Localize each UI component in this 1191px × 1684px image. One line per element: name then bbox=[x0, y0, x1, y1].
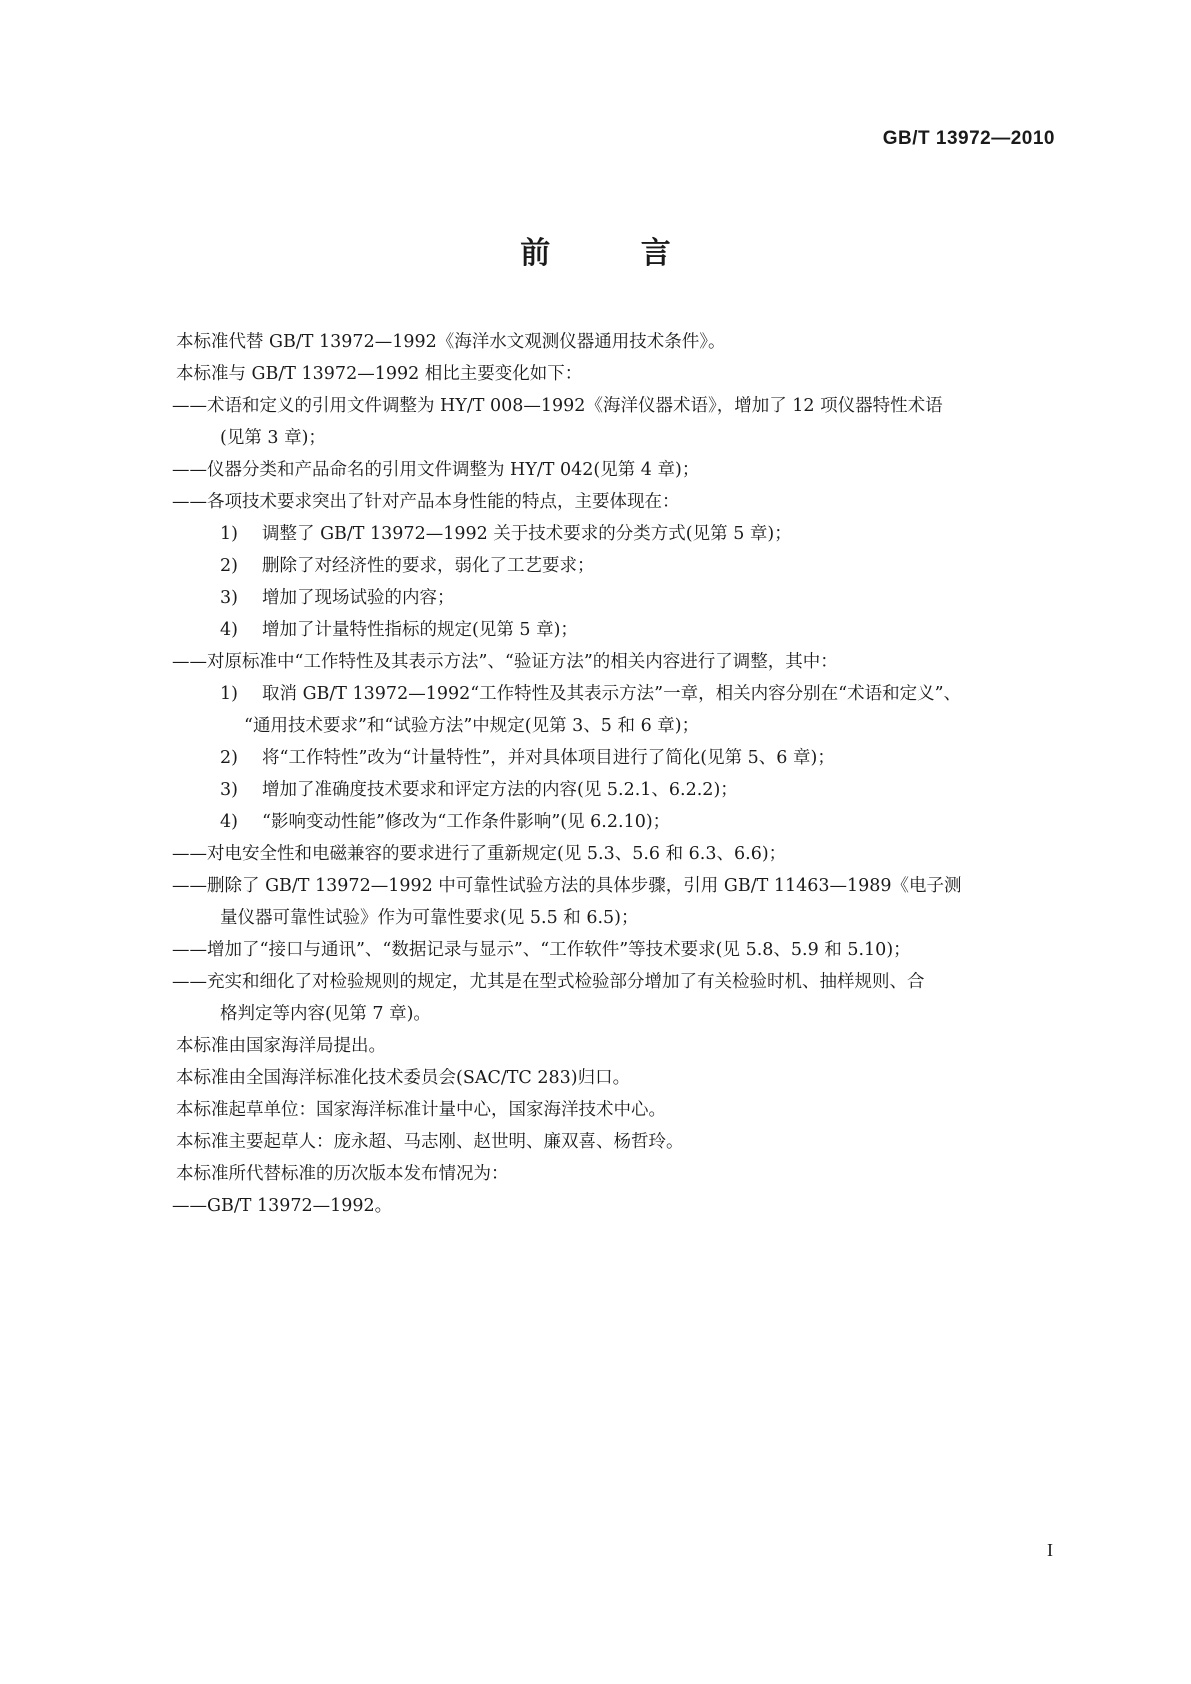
item-number: 2) bbox=[220, 748, 238, 768]
item-number: 1) bbox=[220, 524, 238, 544]
paragraph: 本标准所代替标准的历次版本发布情况为： bbox=[176, 1164, 509, 1184]
item-text: 删除了对经济性的要求，弱化了工艺要求； bbox=[262, 556, 595, 576]
paragraph: 本标准与 GB/T 13972—1992 相比主要变化如下： bbox=[176, 364, 583, 384]
continuation-line: (见第 3 章)； bbox=[220, 428, 326, 448]
dash-list-item: ——增加了“接口与通讯”、“数据记录与显示”、“工作软件”等技术要求(见 5.8、5.9 和 5.10)； bbox=[172, 940, 911, 960]
numbered-item bbox=[176, 742, 1056, 774]
item-text: 将“工作特性”改为“计量特性”，并对具体项目进行了简化(见第 5、6 章)； bbox=[262, 748, 835, 768]
paragraph: 本标准代替 GB/T 13972—1992《海洋水文观测仪器通用技术条件》。 bbox=[176, 332, 726, 352]
standard-number: GB/T 13972—2010 bbox=[882, 128, 1055, 149]
paragraph: 本标准由国家海洋局提出。 bbox=[176, 1036, 386, 1056]
item-number: 1) bbox=[220, 684, 238, 704]
item-text: 增加了计量特性指标的规定(见第 5 章)； bbox=[262, 620, 578, 640]
continuation-line: “通用技术要求”和“试验方法”中规定(见第 3、5 和 6 章)； bbox=[244, 716, 700, 736]
item-text: 增加了准确度技术要求和评定方法的内容(见 5.2.1、6.2.2)； bbox=[262, 780, 738, 800]
numbered-item bbox=[176, 582, 1056, 614]
paragraph: 本标准主要起草人：庞永超、马志刚、赵世明、廉双喜、杨哲玲。 bbox=[176, 1132, 684, 1152]
continuation-line: 格判定等内容(见第 7 章)。 bbox=[220, 1004, 431, 1024]
dash-list-item: ——充实和细化了对检验规则的规定，尤其是在型式检验部分增加了有关检验时机、抽样规则、合 bbox=[172, 972, 925, 992]
item-text: 调整了 GB/T 13972—1992 关于技术要求的分类方式(见第 5 章)； bbox=[262, 524, 792, 544]
numbered-item bbox=[176, 806, 1056, 838]
item-text: 取消 GB/T 13972—1992“工作特性及其表示方法”一章，相关内容分别在“术语和定义”、 bbox=[262, 684, 962, 704]
item-number: 4) bbox=[220, 620, 238, 640]
item-text: 增加了现场试验的内容； bbox=[262, 588, 455, 608]
dash-list-item: ——删除了 GB/T 13972—1992 中可靠性试验方法的具体步骤，引用 GB/T 11463—1989《电子测 bbox=[172, 876, 962, 896]
item-number: 3) bbox=[220, 588, 238, 608]
numbered-item bbox=[176, 614, 1056, 646]
dash-list-item: ——仪器分类和产品命名的引用文件调整为 HY/T 042(见第 4 章)； bbox=[172, 460, 700, 480]
dash-list-item: ——各项技术要求突出了针对产品本身性能的特点，主要体现在： bbox=[172, 492, 680, 512]
dash-list-item: ——对电安全性和电磁兼容的要求进行了重新规定(见 5.3、5.6 和 6.3、6.6)； bbox=[172, 844, 787, 864]
dash-list-item: ——对原标准中“工作特性及其表示方法”、“验证方法”的相关内容进行了调整，其中： bbox=[172, 652, 838, 672]
item-number: 3) bbox=[220, 780, 238, 800]
continuation-line: 量仪器可靠性试验》作为可靠性要求(见 5.5 和 6.5)； bbox=[220, 908, 639, 928]
paragraph: 本标准由全国海洋标准化技术委员会(SAC/TC 283)归口。 bbox=[176, 1068, 631, 1088]
numbered-item bbox=[176, 518, 1056, 550]
item-text: “影响变动性能”修改为“工作条件影响”(见 6.2.10)； bbox=[262, 812, 671, 832]
item-number: 2) bbox=[220, 556, 238, 576]
numbered-item bbox=[176, 774, 1056, 806]
page-number: I bbox=[1047, 1540, 1053, 1560]
paragraph: 本标准起草单位：国家海洋标准计量中心，国家海洋技术中心。 bbox=[176, 1100, 666, 1120]
item-number: 4) bbox=[220, 812, 238, 832]
foreword-body bbox=[172, 326, 1056, 1222]
numbered-item bbox=[176, 678, 1056, 710]
page-title: 前 言 bbox=[520, 236, 711, 271]
dash-list-item: ——GB/T 13972—1992。 bbox=[172, 1196, 393, 1216]
dash-list-item: ——术语和定义的引用文件调整为 HY/T 008—1992《海洋仪器术语》，增加了 12 项仪器特性术语 bbox=[172, 396, 943, 416]
numbered-item bbox=[176, 550, 1056, 582]
